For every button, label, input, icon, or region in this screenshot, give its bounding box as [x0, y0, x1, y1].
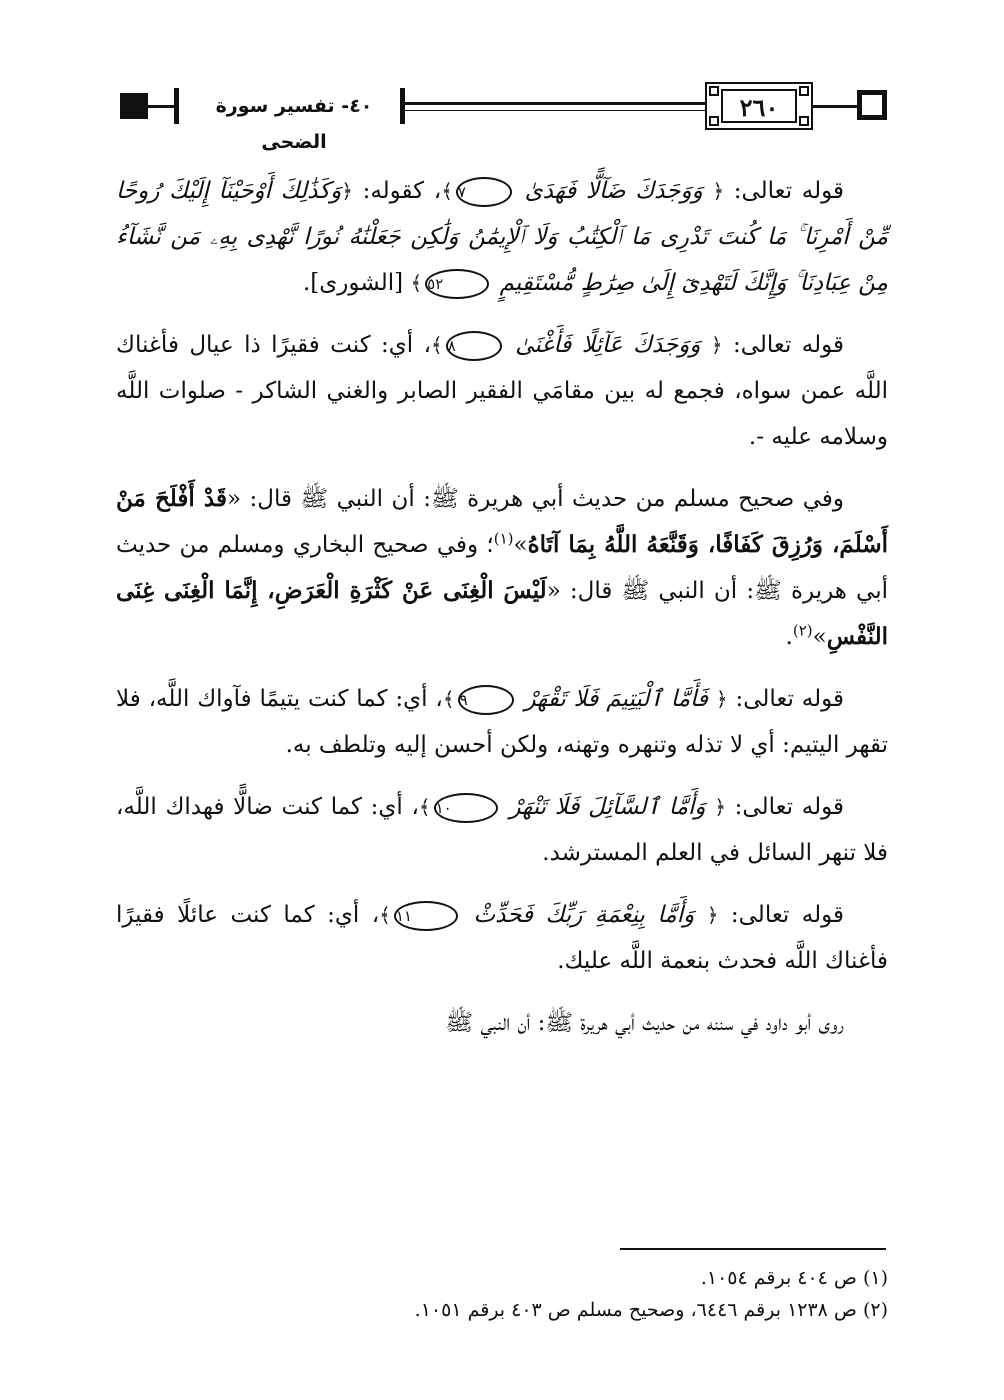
paragraph: [116, 476, 888, 660]
page-number-frame: [705, 82, 813, 130]
paragraph-text: ؛ وفي صحيح البخاري ومسلم من حديث أبي هريرة ﷺ: أن النبي ﷺ قال: «: [116, 532, 889, 604]
quran-bracket-ornament: ﴾: [379, 903, 391, 927]
hadith-text: قَدْ أَفْلَحَ مَنْ أَسْلَمَ، وَرُزِقَ كَفَافًا، وَقَنَّعَهُ اللَّهُ بِمَا آتَاهُ: [116, 485, 889, 558]
quran-bracket-ornament: ﴿: [712, 179, 725, 203]
quran-verse: وَوَجَدَكَ عَآئِلًا فَأَغْنَىٰ: [504, 332, 711, 358]
quran-bracket-ornament: ﴾: [442, 687, 455, 711]
paragraph: [116, 322, 888, 460]
quran-bracket-ornament: ﴿: [714, 795, 726, 819]
footnote-1: (١) ص ٤٠٤ برقم ١٠٥٤.: [700, 1267, 888, 1289]
quran-verse: وَأَمَّا بِنِعْمَةِ رَبِّكَ فَحَدِّثْ: [461, 902, 707, 928]
header-rule-segment: [813, 105, 857, 108]
chapter-title: ٤٠- تفسير سورة الضحى: [215, 95, 373, 153]
quran-verse: وَأَمَّا ٱلسَّآئِلَ فَلَا تَنْهَرْ: [500, 794, 715, 820]
footnotes: [116, 1262, 888, 1326]
paragraph-text: قوله تعالى:: [722, 332, 844, 358]
footnote-reference: (١): [493, 529, 514, 548]
paragraph-text: ، أي: كما كنت ضالًّا فهداك اللَّه، فلا تنهر السائل في العلم المسترشد.: [116, 794, 888, 866]
paragraph: [116, 1000, 888, 1046]
paragraph: [116, 892, 888, 984]
paragraph-text: »: [513, 532, 528, 558]
quran-bracket-ornament: ﴿: [710, 333, 723, 357]
header-rule-thin: [405, 110, 705, 111]
quran-bracket-ornament: ﴾: [431, 333, 443, 357]
quran-bracket-ornament: ﴿: [341, 179, 353, 203]
header-ornament-square-right: [857, 90, 887, 120]
paragraph: [116, 784, 888, 876]
header-rule-thick: [405, 102, 705, 105]
paragraph-text: .: [785, 624, 793, 650]
paragraph-text: [الشورى].: [302, 270, 411, 296]
quran-bracket-ornament: ﴿: [706, 903, 719, 927]
header-rule-segment: [148, 105, 174, 108]
footnote-reference: (٢): [792, 621, 813, 640]
header-bar: [174, 88, 179, 124]
frame-corner-ornament: [709, 86, 719, 96]
paragraph-text: قوله تعالى:: [727, 686, 845, 712]
quran-verse: وَوَجَدَكَ ضَآلًّا فَهَدَىٰ: [514, 178, 713, 204]
verse-number-marker: ١٠: [434, 793, 498, 823]
quran-bracket-ornament: ﴾: [410, 271, 423, 295]
footnote-2: (٢) ص ١٢٣٨ برقم ٦٤٤٦، وصحيح مسلم ص ٤٠٣ برقم ١٠٥١.: [414, 1299, 888, 1321]
paragraph: [116, 168, 888, 306]
header-bar: [400, 88, 405, 124]
footnote-separator: [620, 1248, 886, 1250]
verse-number-marker: ١١: [394, 901, 458, 931]
body-text: [116, 168, 888, 1062]
paragraph-text: روى أبو داود في سننه من حديث أبي هريرة ﷺ: أن النبي ﷺ: [445, 1010, 844, 1036]
quran-verse: فَأَمَّا ٱلْيَتِيمَ فَلَا تَقْهَرْ: [516, 686, 716, 712]
quran-bracket-ornament: ﴿: [715, 687, 728, 711]
verse-number-marker: ٩: [458, 685, 514, 715]
quran-bracket-ornament: ﴾: [441, 179, 453, 203]
header-ornament-square-left: [120, 93, 148, 119]
paragraph-text: ، أي: كما كنت يتيمًا فآواك اللَّه، فلا تقهر اليتيم: أي لا تذله وتنهره وتهنه، ولكن أحسن إليه وتلطف به.: [116, 686, 888, 758]
paragraph-text: قوله تعالى:: [718, 902, 845, 928]
quran-verse: وَكَذَٰلِكَ أَوْحَيْنَآ إِلَيْكَ رُوحًا مِّنْ أَمْرِنَا ۚ مَا كُنتَ تَدْرِى مَا ٱلْكِتَٰبُ وَلَا ٱلْإِيمَٰنُ وَلَٰكِن جَعَلْنَٰهُ نُورًا نَّهْدِى بِهِۦ مَن نَّشَآءُ مِنْ عِبَادِنَا ۚ وَإِنَّكَ لَتَهْدِىٓ إِلَىٰ صِرَٰطٍ مُّسْتَقِيمٍ: [116, 178, 888, 296]
verse-number-marker: ٥٢: [425, 269, 489, 299]
paragraph-text: وفي صحيح مسلم من حديث أبي هريرة ﷺ: أن النبي ﷺ قال: «: [227, 486, 844, 512]
paragraph-text: قوله تعالى:: [725, 794, 844, 820]
frame-corner-ornament: [799, 116, 809, 126]
paragraph-text: ، أي: كنت فقيرًا ذا عيال فأغناك اللَّه عمن سواه، فجمع له بين مقامَي الفقير الصابر والغني الشاكر - صلوات اللَّه وسلامه عليه -.: [116, 332, 888, 450]
frame-corner-ornament: [709, 116, 719, 126]
paragraph-text: قوله تعالى:: [724, 178, 844, 204]
quran-bracket-ornament: ﴾: [418, 795, 431, 819]
paragraph-text: »: [812, 624, 827, 650]
verse-number-marker: ٧: [456, 177, 512, 207]
page-number: ٢٦٠: [721, 89, 797, 123]
page-header: [112, 78, 890, 153]
verse-number-marker: ٨: [446, 331, 502, 361]
paragraph: [116, 676, 888, 768]
frame-corner-ornament: [799, 86, 809, 96]
paragraph-text: ، أي: كما كنت عائلًا فقيرًا فأغناك اللَّه فحدث بنعمة اللَّه عليك.: [116, 902, 888, 974]
hadith-text: لَيْسَ الْغِنَى عَنْ كَثْرَةِ الْعَرَضِ، إِنَّمَا الْغِنَى غِنَى النَّفْسِ: [116, 577, 888, 650]
paragraph-text: ، كقوله:: [352, 178, 442, 204]
